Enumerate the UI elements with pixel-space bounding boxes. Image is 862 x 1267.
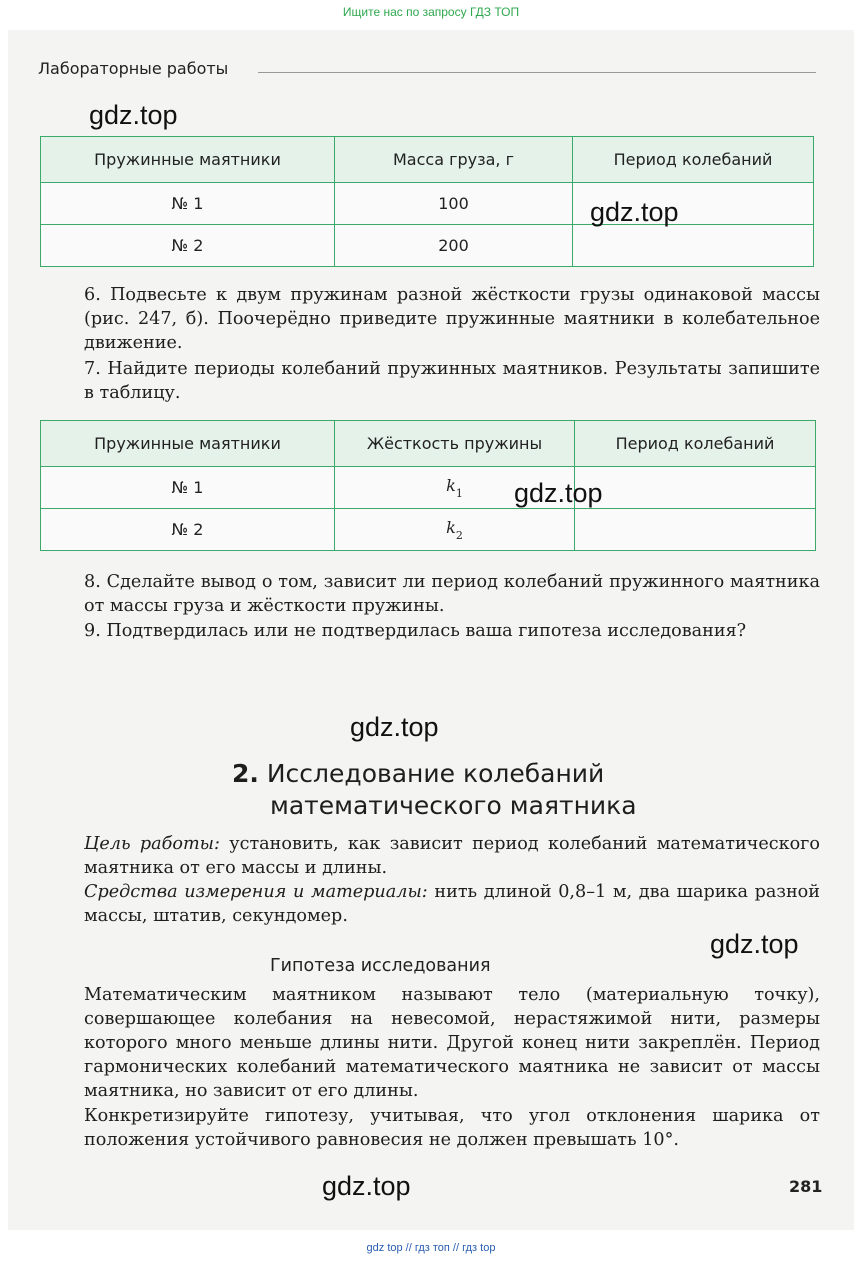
bottom-banner-links[interactable]: gdz top // гдз топ // гдз top bbox=[366, 1242, 496, 1254]
table-header-cell: Пружинные маятники bbox=[41, 421, 335, 467]
table-cell: 100 bbox=[335, 183, 573, 225]
table-cell: № 1 bbox=[41, 467, 335, 509]
section-title bbox=[232, 758, 637, 822]
watermark: gdz.top bbox=[514, 478, 603, 508]
top-banner-link[interactable]: Ищите нас по запросу ГДЗ ТОП bbox=[342, 5, 520, 19]
table-spring-mass bbox=[40, 136, 814, 267]
goal-text: установить, как зависит период колебаний математического маятника от его массы и длины. bbox=[84, 834, 820, 878]
step-6-text: 6. Подвесьте к двум пружинам разной жёсткости грузы одинаковой массы (рис. 247, б). Поочерёдно приведите пружинные маятники в колебательное движение. bbox=[84, 285, 820, 353]
watermark: gdz.top bbox=[350, 712, 439, 742]
table-cell bbox=[575, 467, 816, 509]
tools-text: нить длиной 0,8–1 м, два шарика разной массы, штатив, секундомер. bbox=[84, 882, 820, 926]
stiffness-symbol: $k_1$ bbox=[446, 475, 463, 500]
table-header-cell: Период колебаний bbox=[575, 421, 816, 467]
hypothesis-heading: Гипотеза исследования bbox=[270, 956, 491, 976]
table-spring-stiffness bbox=[40, 420, 816, 551]
running-head: Лабораторные работы bbox=[38, 59, 229, 78]
section-title-line2: математического маятника bbox=[270, 791, 637, 820]
hypothesis-paragraph-2: Конкретизируйте гипотезу, учитывая, что угол отклонения шарика от положения устойчивого равновесия не должен превышать 10°. bbox=[84, 1106, 820, 1150]
table-header-cell: Масса груза, г bbox=[335, 137, 573, 183]
watermark: gdz.top bbox=[89, 100, 178, 130]
hypothesis-paragraph-1: Математическим маятником называют тело (материальную точку), совершающее колебания на невесомой, нерастяжимой нити, размеры которого много меньше длины нити. Другой конец нити закреплён. Период гармонических колебаний математического маятника не зависит от массы маятника, но зависит от его длины. bbox=[84, 985, 820, 1101]
table-cell: № 2 bbox=[41, 225, 335, 267]
table-row bbox=[41, 183, 814, 225]
table-cell: № 1 bbox=[41, 183, 335, 225]
header-rule bbox=[258, 72, 816, 73]
goal-paragraph bbox=[84, 832, 820, 880]
watermark: gdz.top bbox=[710, 929, 799, 959]
tools-paragraph bbox=[84, 880, 820, 928]
step-7-text: 7. Найдите периоды колебаний пружинных маятников. Результаты запишите в таблицу. bbox=[84, 359, 820, 403]
table-row bbox=[41, 509, 816, 551]
table-cell: 200 bbox=[335, 225, 573, 267]
watermark: gdz.top bbox=[322, 1171, 411, 1201]
table-header-cell: Период колебаний bbox=[573, 137, 814, 183]
table-cell bbox=[335, 509, 575, 551]
section-title-line1: Исследование колебаний bbox=[266, 759, 605, 788]
watermark: gdz.top bbox=[590, 197, 679, 227]
table-header-cell: Жёсткость пружины bbox=[335, 421, 575, 467]
table-row bbox=[41, 225, 814, 267]
table-cell: № 2 bbox=[41, 509, 335, 551]
table-cell bbox=[575, 509, 816, 551]
table-row bbox=[41, 467, 816, 509]
step-8-text: 8. Сделайте вывод о том, зависит ли период колебаний пружинного маятника от массы груза и жёсткости пружины. bbox=[84, 572, 820, 616]
page-number: 281 bbox=[789, 1177, 823, 1196]
tools-label: Средства измерения и материалы: bbox=[84, 882, 428, 902]
step-9-text: 9. Подтвердилась или не подтвердилась ваша гипотеза исследования? bbox=[84, 621, 747, 641]
section-number: 2. bbox=[232, 759, 259, 788]
table-cell bbox=[573, 225, 814, 267]
goal-label: Цель работы: bbox=[84, 834, 220, 854]
stiffness-symbol: $k_2$ bbox=[446, 517, 463, 542]
table-header-cell: Пружинные маятники bbox=[41, 137, 335, 183]
